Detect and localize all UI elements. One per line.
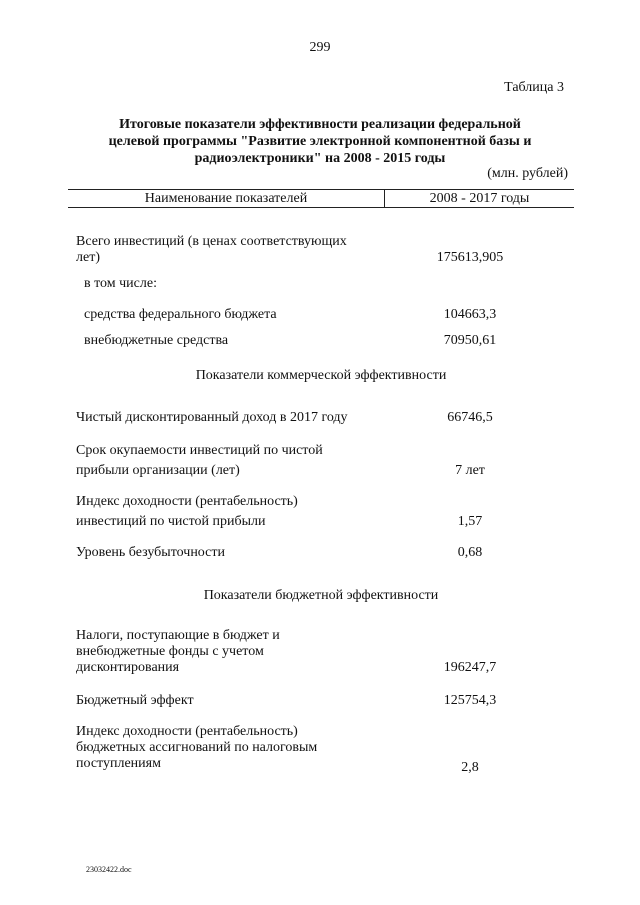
label-line: прибыли организации (лет) — [76, 463, 240, 478]
label-line: бюджетных ассигнований по налоговым — [76, 740, 318, 755]
row-budget-index-label — [76, 724, 388, 772]
title-line: Итоговые показатели эффективности реализации федеральной — [119, 117, 521, 132]
row-npv-label: Чистый дисконтированный доход в 2017 году — [76, 410, 348, 425]
row-taxes-label — [76, 628, 388, 676]
section-heading-budget: Показатели бюджетной эффективности — [203, 588, 439, 603]
table-header-bottom-rule — [68, 207, 574, 208]
label-line: внебюджетные фонды с учетом — [76, 644, 264, 659]
row-total-investments-label — [76, 234, 388, 266]
row-federal-budget-label: средства федерального бюджета — [84, 307, 277, 322]
row-payback-value: 7 лет — [455, 463, 485, 478]
label-line: инвестиций по чистой прибыли — [76, 514, 266, 529]
row-payback-label — [76, 443, 388, 479]
document-code: 23032422.doc — [86, 865, 132, 874]
row-extra-budget-label: внебюджетные средства — [84, 333, 229, 348]
header-indicator-name: Наименование показателей — [144, 191, 308, 206]
row-taxes-value: 196247,7 — [443, 660, 497, 675]
label-line: лет) — [76, 250, 100, 265]
header-years: 2008 - 2017 годы — [429, 191, 530, 206]
label-line: дисконтирования — [76, 660, 180, 675]
row-total-investments-value: 175613,905 — [436, 250, 504, 265]
label-line: Срок окупаемости инвестиций по чистой — [76, 443, 323, 458]
section-heading-commercial: Показатели коммерческой эффективности — [195, 368, 447, 383]
title-line: радиоэлектроники" на 2008 - 2015 годы — [194, 151, 446, 166]
label-line: поступлениям — [76, 756, 161, 771]
title-line: целевой программы "Развитие электронной компонентной базы и — [108, 134, 532, 149]
table-title — [70, 116, 570, 167]
row-extra-budget-value: 70950,61 — [443, 333, 497, 348]
page-number: 299 — [309, 40, 331, 55]
row-breakeven-value: 0,68 — [457, 545, 483, 560]
label-line: Индекс доходности (рентабельность) — [76, 494, 298, 509]
row-including-label: в том числе: — [84, 276, 157, 291]
table-number: Таблица 3 — [504, 80, 564, 95]
row-npv-value: 66746,5 — [447, 410, 493, 425]
row-profitability-index-label — [76, 494, 388, 530]
row-breakeven-label: Уровень безубыточности — [76, 545, 225, 560]
row-profitability-index-value: 1,57 — [457, 514, 483, 529]
units-note: (млн. рублей) — [487, 166, 568, 181]
row-budget-effect-label: Бюджетный эффект — [76, 693, 194, 708]
label-line: Налоги, поступающие в бюджет и — [76, 628, 280, 643]
table-header-top-rule — [68, 189, 574, 190]
row-budget-index-value: 2,8 — [461, 760, 479, 775]
row-federal-budget-value: 104663,3 — [443, 307, 497, 322]
label-line: Индекс доходности (рентабельность) — [76, 724, 298, 739]
label-line: Всего инвестиций (в ценах соответствующих — [76, 234, 347, 249]
row-budget-effect-value: 125754,3 — [443, 693, 497, 708]
